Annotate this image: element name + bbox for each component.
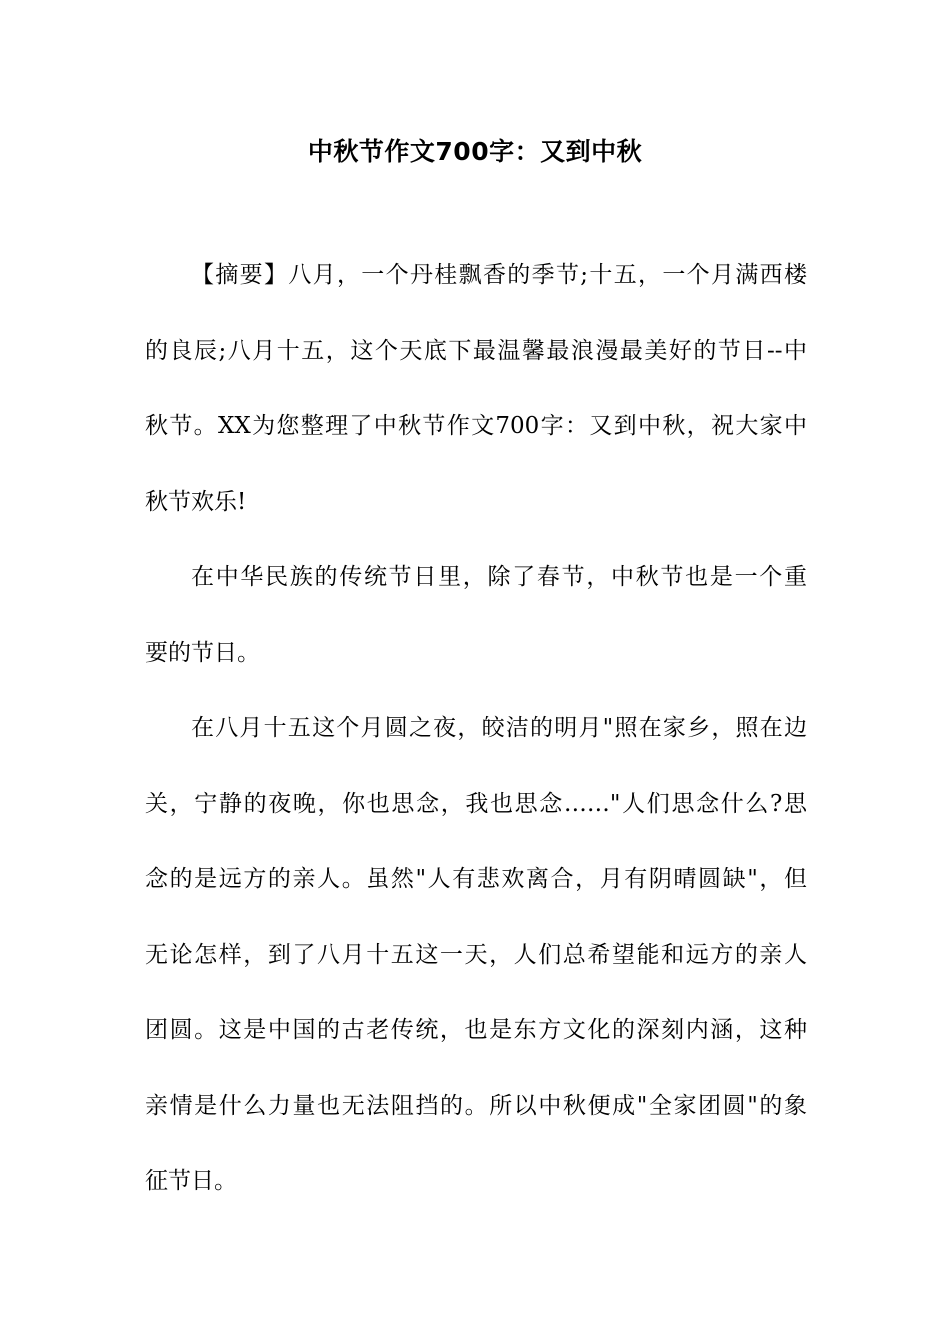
document-title: 中秋节作文700字：又到中秋 (307, 137, 643, 166)
text-line: 要的节日。 (145, 639, 260, 666)
text-line: 【摘要】八月，一个丹桂飘香的季节;十五，一个月满西楼 (191, 262, 807, 288)
text-line: 在八月十五这个月圆之夜，皎洁的明月"照在家乡，照在边 (191, 715, 807, 741)
text-line: 的良辰;八月十五，这个天底下最温馨最浪漫最美好的节日--中 (145, 337, 807, 364)
text-line: 念的是远方的亲人。虽然"人有悲欢离合，月有阴晴圆缺"，但 (145, 866, 807, 892)
text-line: 团圆。这是中国的古老传统，也是东方文化的深刻内涵，这种 (145, 1017, 807, 1043)
text-line: 无论怎样，到了八月十五这一天，人们总希望能和远方的亲人 (145, 941, 807, 968)
text-line: 秋节欢乐! (145, 488, 247, 515)
text-line: 秋节。XX为您整理了中秋节作文700字：又到中秋，祝大家中 (145, 413, 807, 439)
text-line: 亲情是什么力量也无法阻挡的。所以中秋便成"全家团圆"的象 (145, 1092, 807, 1119)
document-body (145, 256, 807, 1238)
text-line: 征节日。 (145, 1168, 237, 1194)
text-line: 在中华民族的传统节日里，除了春节，中秋节也是一个重 (191, 564, 807, 590)
text-line: 关，宁静的夜晚，你也思念，我也思念……"人们思念什么?思 (145, 790, 807, 817)
